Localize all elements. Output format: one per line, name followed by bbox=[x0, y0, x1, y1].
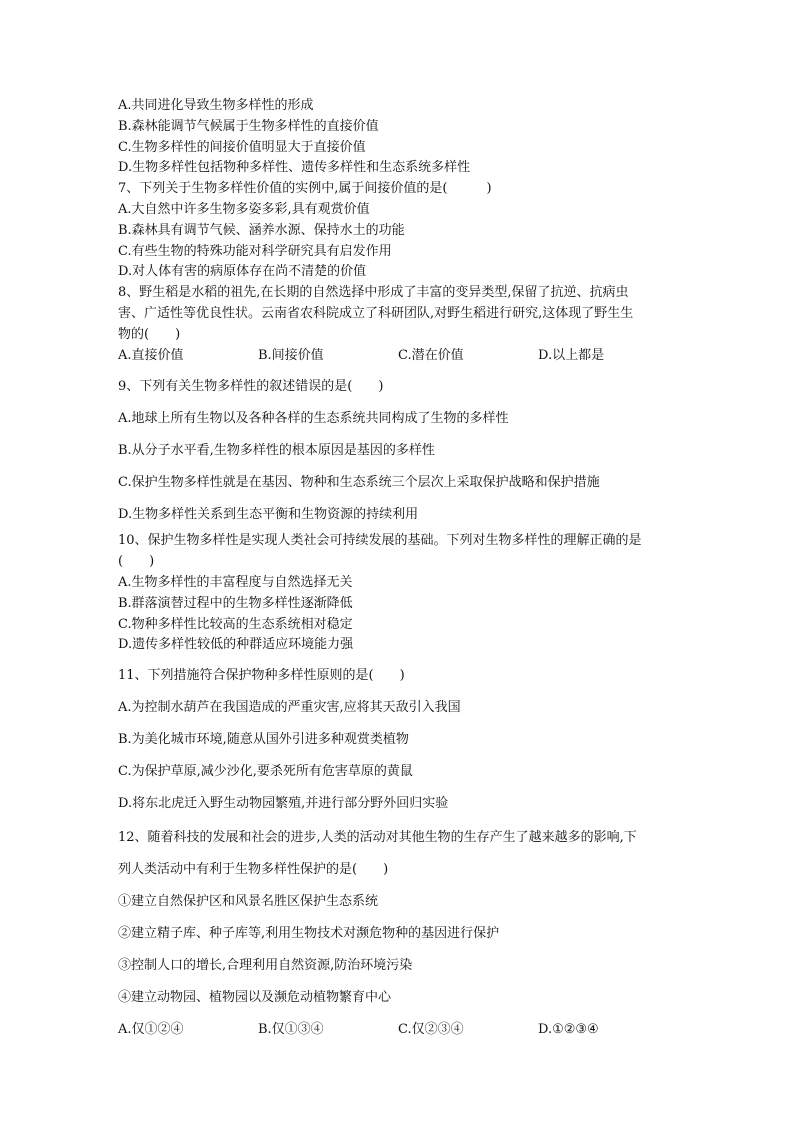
option-b: B.群落演替过程中的生物多样性逐渐降低 bbox=[118, 595, 353, 611]
option-a: A.共同进化导致生物多样性的形成 bbox=[118, 98, 314, 113]
option-d: D.①②③④ bbox=[538, 1022, 599, 1038]
question-stem-line-2: 列人类活动中有利于生物多样性保护的是( ) bbox=[118, 862, 389, 878]
option-b: B.为美化城市环境,随意从国外引进多种观赏类植物 bbox=[118, 732, 409, 748]
question-stem: 9、下列有关生物多样性的叙述错误的是( ) bbox=[118, 379, 384, 395]
option-a: A.大自然中许多生物多姿多彩,具有观赏价值 bbox=[118, 201, 370, 217]
option-c: C.保护生物多样性就是在基因、物种和生态系统三个层次上采取保护战略和保护措施 bbox=[118, 475, 600, 491]
question-7 bbox=[118, 179, 678, 283]
document-page bbox=[118, 96, 678, 1046]
option-d: D.遗传多样性较低的种群适应环境能力强 bbox=[118, 637, 354, 653]
statement-1: ①建立自然保护区和风景名胜区保护生态系统 bbox=[118, 894, 379, 910]
option-b: B.从分子水平看,生物多样性的根本原因是基因的多样性 bbox=[118, 443, 435, 459]
statement-3: ③控制人口的增长,合理利用自然资源,防治环境污染 bbox=[118, 958, 413, 974]
option-a: A.地球上所有生物以及各种各样的生态系统共同构成了生物的多样性 bbox=[118, 411, 509, 427]
question-stem-line-2: 害、广适性等优良性状。云南省农科院成立了科研团队,对野生稻进行研究,这体现了野生生 bbox=[118, 305, 634, 321]
option-b: B.间接价值 bbox=[258, 347, 324, 363]
question-stem-line-1: 8、野生稻是水稻的祖先,在长期的自然选择中形成了丰富的变异类型,保留了抗逆、抗病虫 bbox=[118, 285, 629, 301]
statement-2: ②建立精子库、种子库等,利用生物技术对濒危物种的基因进行保护 bbox=[118, 926, 500, 942]
question-9 bbox=[118, 371, 678, 531]
option-a: A.仅①②④ bbox=[118, 1022, 184, 1038]
question-stem-line-2: ( ) bbox=[118, 554, 155, 570]
option-a: A.直接价值 bbox=[118, 347, 184, 363]
option-c: C.生物多样性的间接价值明显大于直接价值 bbox=[118, 139, 366, 155]
option-c: C.物种多样性比较高的生态系统相对稳定 bbox=[118, 616, 353, 632]
question-stem-line-1: 12、随着科技的发展和社会的进步,人类的活动对其他生物的生存产生了越来越多的影响,下 bbox=[118, 830, 637, 846]
options-row bbox=[118, 346, 678, 367]
question-stem-line-3: 物的( ) bbox=[118, 326, 181, 342]
option-d: D.生物多样性关系到生态平衡和生物资源的持续利用 bbox=[118, 507, 419, 523]
option-b: B.森林能调节气候属于生物多样性的直接价值 bbox=[118, 118, 379, 134]
question-stem-line-1: 10、保护生物多样性是实现人类社会可持续发展的基础。下列对生物多样性的理解正确的是 bbox=[118, 533, 642, 549]
question-11 bbox=[118, 660, 678, 820]
question-stem: 7、下列关于生物多样性价值的实例中,属于间接价值的是( ) bbox=[118, 181, 492, 197]
option-a: A.生物多样性的丰富程度与自然选择无关 bbox=[118, 574, 353, 590]
option-b: B.仅①③④ bbox=[258, 1022, 324, 1038]
question-12 bbox=[118, 822, 678, 1046]
statement-4: ④建立动物园、植物园以及濒危动植物繁育中心 bbox=[118, 990, 392, 1006]
option-c: C.为保护草原,减少沙化,要杀死所有危害草原的黄鼠 bbox=[118, 764, 413, 780]
options-row bbox=[118, 1014, 678, 1046]
question-8 bbox=[118, 283, 678, 366]
question-10 bbox=[118, 531, 678, 656]
option-d: D.对人体有害的病原体存在尚不清楚的价值 bbox=[118, 264, 367, 280]
option-c: C.仅②③④ bbox=[398, 1022, 464, 1038]
option-d: D.生物多样性包括物种多样性、遗传多样性和生态系统多样性 bbox=[118, 160, 471, 176]
option-a: A.为控制水葫芦在我国造成的严重灾害,应将其天敌引入我国 bbox=[118, 700, 461, 716]
option-c: C.潜在价值 bbox=[398, 347, 464, 363]
question-stem: 11、下列措施符合保护物种多样性原则的是( ) bbox=[118, 668, 405, 684]
option-c: C.有些生物的特殊功能对科学研究具有启发作用 bbox=[118, 243, 392, 259]
option-d: D.将东北虎迁入野生动物园繁殖,并进行部分野外回归实验 bbox=[118, 796, 449, 812]
option-b: B.森林具有调节气候、涵养水源、保持水土的功能 bbox=[118, 222, 405, 238]
option-d: D.以上都是 bbox=[538, 347, 605, 363]
previous-question-options bbox=[118, 96, 678, 179]
